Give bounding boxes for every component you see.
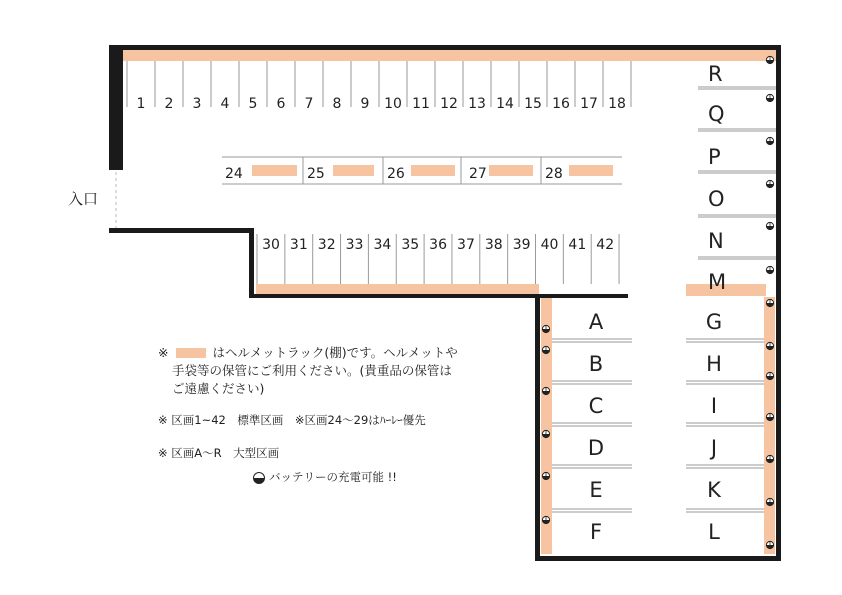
charging-icon [766, 541, 773, 548]
slot-label-bottom: 34 [373, 237, 392, 253]
charging-icon [542, 387, 549, 394]
middle-rack-4 [489, 165, 533, 176]
slot-label-bottom: 41 [568, 237, 587, 253]
right-upper-label: O [708, 187, 725, 211]
walls-layer [109, 45, 781, 561]
rack-note-text-3: ご遠慮ください) [172, 381, 265, 396]
slot-labels-layer [137, 62, 727, 544]
slot-label-top: 14 [496, 96, 514, 112]
slot-label-top: 4 [220, 96, 230, 112]
slot-label-top: 5 [248, 96, 258, 112]
large-area-text: ※ 区画A～R 大型区画 [158, 446, 280, 460]
slot-label-top: 2 [164, 96, 174, 112]
slot-label-top: 15 [524, 96, 542, 112]
right-inner-label: I [710, 394, 718, 418]
charging-icon [542, 325, 549, 332]
slot-label-top: 7 [304, 96, 314, 112]
right-inner-label: J [710, 436, 718, 460]
slot-label-bottom: 40 [540, 237, 559, 253]
slot-label-top: 6 [276, 96, 286, 112]
top-rack-strip [123, 49, 778, 61]
rack-swatch-icon [176, 348, 206, 358]
charging-text: バッテリーの充電可能 !! [269, 470, 397, 484]
slot-label-bottom: 42 [596, 237, 615, 253]
right-upper-label: M [708, 270, 727, 294]
slot-label-bottom: 38 [484, 237, 503, 253]
charging-icon [766, 342, 773, 349]
right-upper-label: R [708, 62, 723, 86]
right-wall [776, 45, 781, 561]
slot-label-top: 13 [468, 96, 486, 112]
left-inner-label: D [587, 436, 605, 460]
slot-label-top: 8 [332, 96, 342, 112]
charging-icon [766, 455, 773, 462]
charging-icon [766, 56, 773, 63]
left-inner-label: A [588, 310, 604, 334]
top-wall [109, 45, 780, 50]
charging-icon [766, 137, 773, 144]
slot-label-bottom: 32 [317, 237, 336, 253]
rack-note-line-2 [172, 363, 452, 379]
large-area-note [158, 445, 279, 461]
inner-lower-left-wall [535, 296, 540, 561]
right-inner-label: K [707, 478, 721, 502]
right-upper-label: N [708, 229, 724, 253]
slot-label-bottom: 33 [345, 237, 364, 253]
charging-icon [766, 222, 773, 229]
right-upper-label: Q [708, 102, 725, 126]
charging-note [253, 469, 397, 485]
rack-note-line-3 [172, 381, 264, 397]
charging-icon [542, 430, 549, 437]
rack-layer [123, 49, 778, 554]
slot-label-bottom: 37 [457, 237, 475, 253]
slot-label-bottom: 30 [262, 237, 280, 253]
middle-rack-2 [333, 165, 374, 176]
charging-icon [766, 299, 773, 306]
left-inner-label: C [588, 394, 604, 418]
charging-icon [766, 180, 773, 187]
slot-label-bottom: 36 [429, 237, 448, 253]
right-inner-label: L [708, 520, 720, 544]
standard-area-note [158, 412, 426, 428]
middle-rack-3 [411, 165, 455, 176]
charging-icons-layer [542, 56, 773, 548]
right-inner-label: H [706, 352, 722, 376]
slot-label-top: 9 [360, 96, 370, 112]
standard-area-text: ※ 区画1~42 標準区画 ※区画24～29はﾊｰﾚｰ優先 [158, 413, 426, 427]
slot-label-middle: 25 [307, 166, 325, 182]
slot-label-top: 16 [552, 96, 570, 112]
note-mark: ※ [158, 345, 169, 360]
slot-label-top: 1 [136, 96, 146, 112]
slot-label-top: 11 [412, 96, 430, 112]
bottom-wall [535, 556, 781, 561]
charging-icon [542, 516, 549, 523]
slot-label-middle: 28 [545, 166, 563, 182]
left-inner-rack-strip [541, 297, 552, 554]
charging-icon [766, 372, 773, 379]
slot-label-bottom: 39 [512, 237, 531, 253]
left-inner-label: B [588, 352, 604, 376]
middle-rack-1 [252, 165, 297, 176]
entrance-bottom-wall [109, 228, 254, 233]
rack-note-line-1 [158, 345, 458, 361]
slot-label-top: 18 [608, 96, 626, 112]
left-wall-upper [109, 45, 123, 170]
middle-bottom-wall [249, 294, 628, 298]
left-inner-label: F [589, 520, 603, 544]
charging-legend-icon [253, 472, 265, 484]
charging-icon [766, 266, 773, 273]
middle-rack-5 [569, 165, 613, 176]
rack-note-text-2: 手袋等の保管にご利用ください。(貴重品の保管は [172, 363, 452, 378]
charging-icon [542, 472, 549, 479]
slot-label-bottom: 35 [401, 237, 420, 253]
slot-label-top: 10 [384, 96, 402, 112]
slot-label-top: 3 [192, 96, 202, 112]
right-inner-rack-strip [764, 297, 775, 554]
charging-icon [766, 94, 773, 101]
slot-label-top: 12 [440, 96, 458, 112]
charging-icon [542, 346, 549, 353]
right-upper-label: P [708, 145, 721, 169]
slot-label-middle: 26 [387, 166, 405, 182]
charging-icon [766, 498, 773, 505]
slot-label-top: 17 [580, 96, 598, 112]
slot-label-middle: 27 [469, 166, 487, 182]
entrance-label: 入口 [68, 190, 99, 208]
charging-icon [766, 413, 773, 420]
slot-label-bottom: 31 [289, 237, 308, 253]
rack-note-text-1: はヘルメットラック(棚)です。ヘルメットや [212, 345, 458, 360]
step-down-wall [249, 228, 254, 298]
slot-label-middle: 24 [225, 166, 243, 182]
right-inner-label: G [705, 310, 723, 334]
left-inner-label: E [589, 478, 603, 502]
